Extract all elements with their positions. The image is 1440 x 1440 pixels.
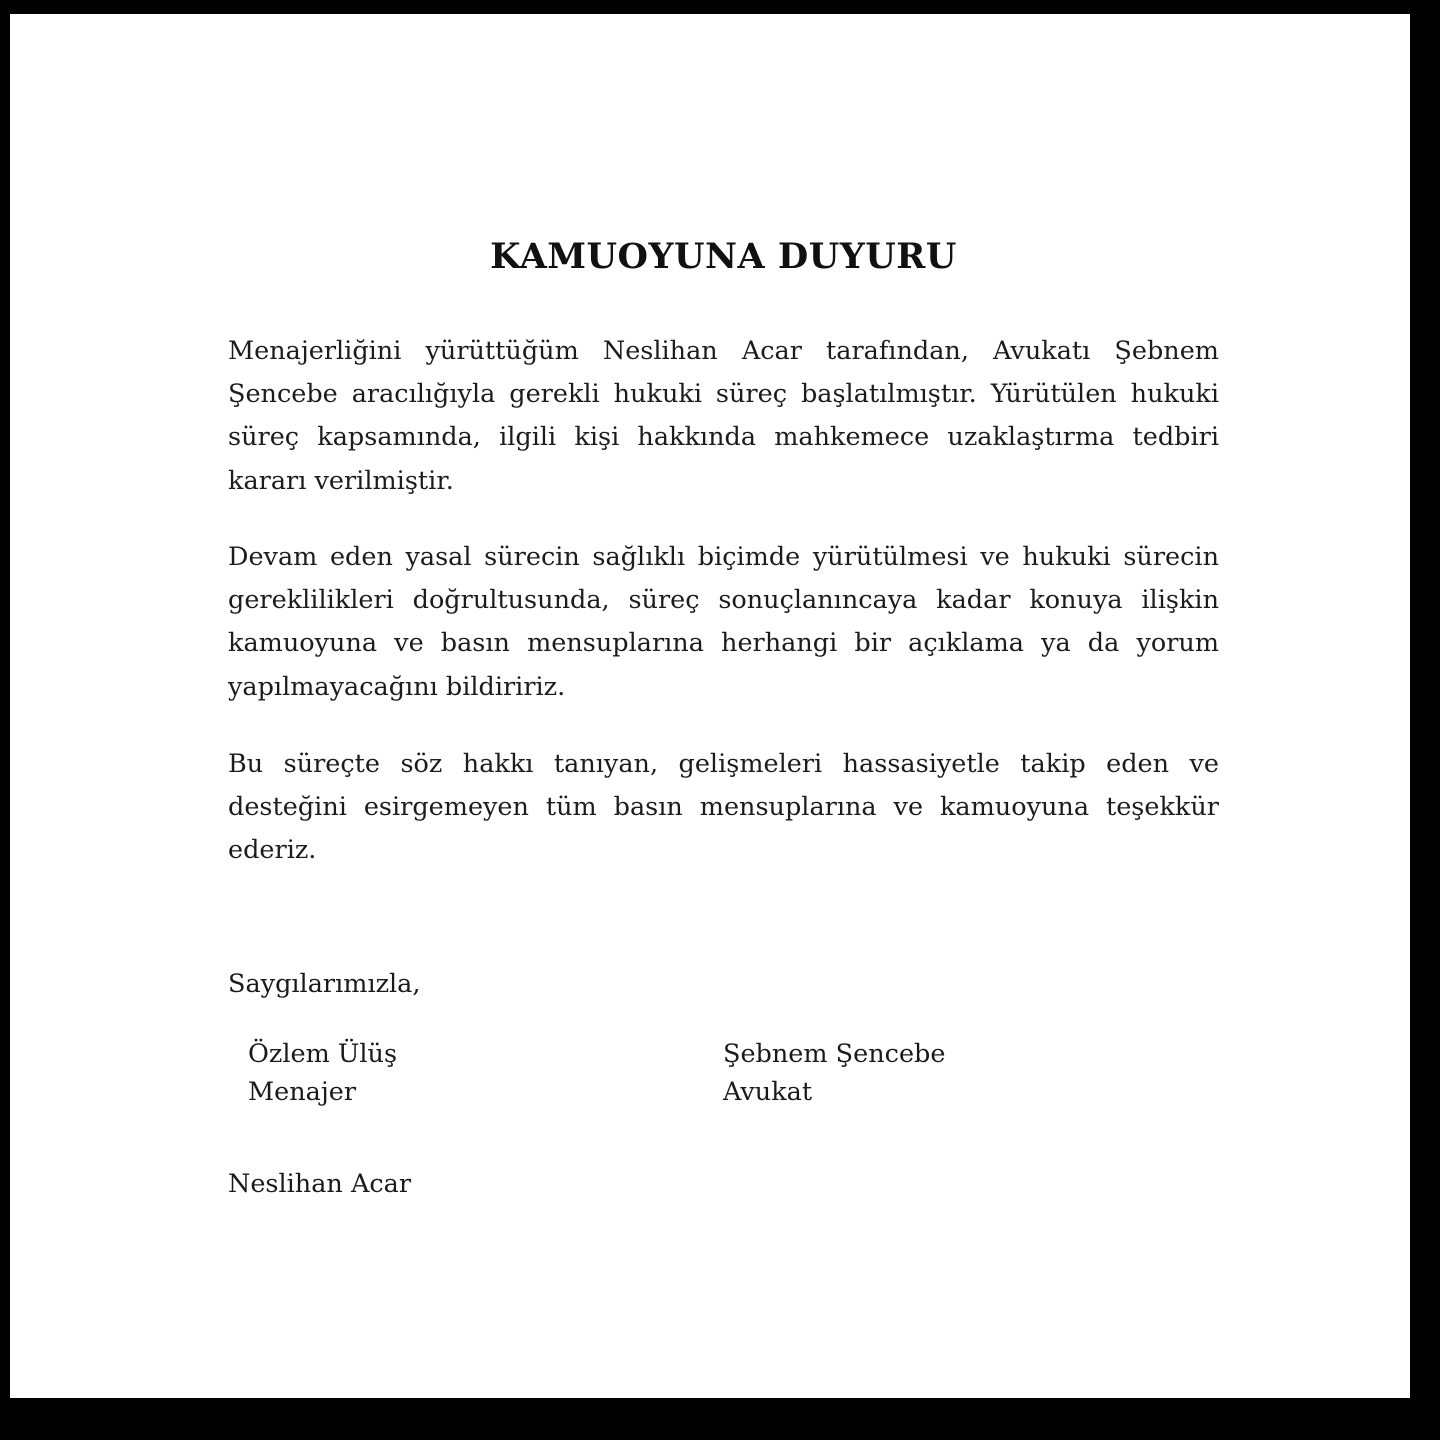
document-page: [10, 14, 1410, 1398]
signatory-name: Şebnem Şencebe: [723, 1039, 946, 1069]
signature-manager: [248, 1035, 397, 1111]
paragraph-no-comment: Devam eden yasal sürecin sağlıklı biçimde yürütülmesi ve hukuki sürecin gereklilikleri doğrultusunda, süreç sonuçlanıncaya kadar konuya ilişkin kamuoyuna ve basın mensuplarına herhangi bir açıklama ya da yorum yapılmayacağını bildiririz.: [228, 542, 1219, 702]
signatory-role: Menajer: [248, 1077, 357, 1107]
announcement-title: KAMUOYUNA DUYURU: [490, 236, 957, 277]
paragraph-thanks: Bu süreçte söz hakkı tanıyan, gelişmeleri hassasiyetle takip eden ve desteğini esirgemeyen tüm basın mensuplarına ve kamuoyuna teşekkür ederiz.: [228, 749, 1219, 866]
paragraph-legal-process: Menajerliğini yürüttüğüm Neslihan Acar tarafından, Avukatı Şebnem Şencebe aracılığıyla gerekli hukuki süreç başlatılmıştır. Yürütülen hukuki süreç kapsamında, ilgili kişi hakkında mahkemece uzaklaştırma tedbiri kararı verilmiştir.: [228, 336, 1219, 496]
signatory-name: Özlem Ülüş: [248, 1039, 398, 1069]
signature-lawyer: [723, 1035, 945, 1111]
closing-salutation: Saygılarımızla,: [228, 969, 421, 999]
client-name: Neslihan Acar: [228, 1169, 412, 1199]
signatory-role: Avukat: [723, 1077, 813, 1107]
